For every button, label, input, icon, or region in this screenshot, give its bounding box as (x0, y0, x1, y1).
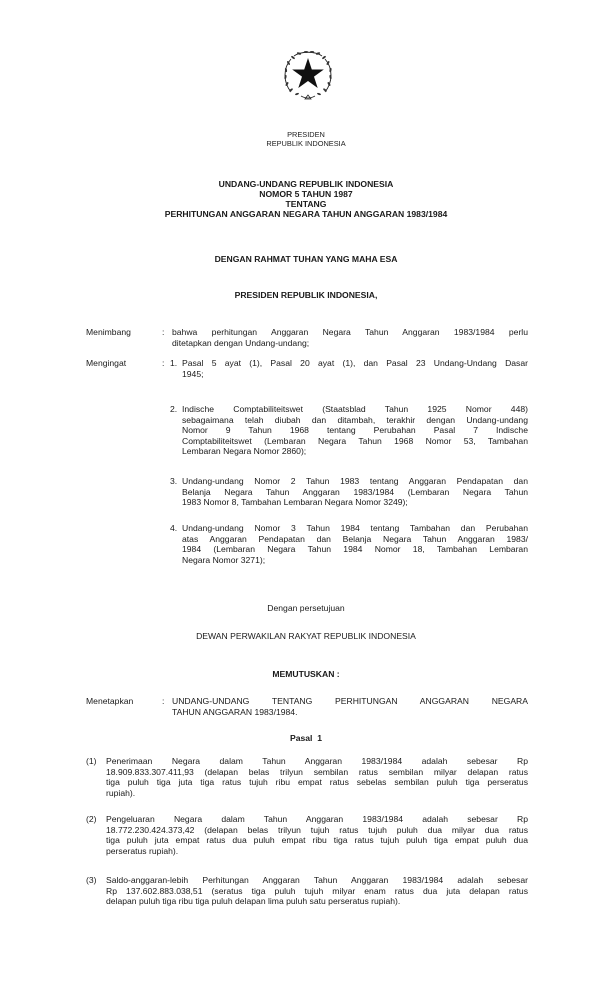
menimbang-label: Menimbang (86, 327, 131, 337)
law-subject: PERHITUNGAN ANGGARAN NEGARA TAHUN ANGGARAN 1983/1984 (164, 209, 448, 219)
blessing-line: DENGAN RAHMAT TUHAN YANG MAHA ESA (214, 254, 398, 264)
mengingat-label: Mengingat (86, 358, 127, 368)
menimbang-text: bahwa perhitungan Anggaran Negara Tahun Anggaran 1983/1984 perlu ditetapkan dengan Undang-undang; (172, 327, 528, 348)
garuda-star-wreath-emblem-icon (281, 48, 335, 104)
menetapkan-colon: : (162, 696, 165, 706)
approval-line: Dengan persetujuan (267, 603, 345, 613)
seal-caption-republik: REPUBLIK INDONESIA (266, 139, 346, 148)
president-line: PRESIDEN REPUBLIK INDONESIA, (234, 290, 378, 300)
document-page: PRESIDEN REPUBLIK INDONESIA UNDANG-UNDANG REPUBLIK INDONESIA NOMOR 5 TAHUN 1987 TENTANG PERHITUNGAN ANGGARAN NEGARA TAHUN ANGGARAN 1983/1984 DENGAN RAHMAT TUHAN YANG MAHA ESA PRESIDEN REPUBLIK INDONESIA, Menimbang : bahwa perhitungan Anggaran Negara Tahun Anggaran 1983/1984 perlu ditetapkan dengan Undang-undang; Mengingat : 1. Pasal 5 ayat (1), Pasal 20 ayat (1), dan Pasal 23 Undang-Undang Dasar 1945; 2. Indische Comptabiliteitswet (Staatsblad Tahun 1925 Nomor 448) sebagaimana telah diubah dan ditambah, terakhir dengan Undang-undang Nomor 9 Tahun 1968 tentang Perubahan Pasal 7 Indische Comptabiliteitswet (Lembaran Negara Tahun 1968 Nomor 53, Tambahan Lembaran Negara Nomor 2860); 3. Undang-undang Nomor 2 Tahun 1983 tentang Anggaran Pendapatan dan Belanja Negara Tahun Anggaran 1983/1984 (Lembaran Negara Tahun 1983 Nomor 8, Tambahan Lembaran Negara Nomor 3249); 4. Undang-undang Nomor 3 Tahun 1984 tentang Tambahan dan Perubahan atas Anggaran Pendapatan dan Belanja Negara Tahun Anggaran 1983/ 1984 (Lembaran Negara Tahun 1984 Nomor 18, Tambahan Lembaran Negara Nomor 3271); Dengan persetujuan DEWAN PERWAKILAN RAKYAT REPUBLIK INDONESIA MEMUTUSKAN : Menetapkan : UNDANG-UNDANG TENTANG PERHITUNGAN ANGGARAN NEGARA TAHUN ANGGARAN 1983/1984. Pasal 1 (1) Penerimaan Negara dalam Tahun Anggaran 1983/1984 adalah sebesar Rp 18.909.833.307.411,93 (delapan belas trilyun sembilan ratus sembilan milyar delapan ratus tiga puluh tiga juta tiga ratus tujuh ribu empat ratus sebelas sembilan puluh tiga perseratus rupiah). (2) Pengeluaran Negara dalam Tahun Anggaran 1983/1984 adalah sebesar Rp 18.772.230.424.373,42 (delapan belas trilyun tujuh ratus tujuh puluh dua milyar dua ratus tiga puluh juta empat ratus dua puluh empat ribu tiga ratus tujuh puluh tiga empat puluh dua perseratus rupiah). (3) Saldo-anggaran-lebih Perhitungan Anggaran Tahun Anggaran 1983/1984 adalah sebesar Rp 137.602.883.038,51 (seratus tiga puluh tujuh milyar enam ratus dua juta delapan ratus delapan puluh tiga ribu tiga puluh delapan lima puluh satu perseratus rupiah). (0, 0, 612, 1008)
law-number: NOMOR 5 TAHUN 1987 (259, 189, 353, 199)
mengingat-colon: : (162, 358, 165, 368)
menetapkan-text: UNDANG-UNDANG TENTANG PERHITUNGAN ANGGARAN NEGARA TAHUN ANGGARAN 1983/1984. (172, 696, 528, 717)
seal-caption-presiden: PRESIDEN (287, 130, 325, 139)
law-title: UNDANG-UNDANG REPUBLIK INDONESIA (218, 179, 394, 189)
law-tentang: TENTANG (285, 199, 327, 209)
pasal-1-heading: Pasal 1 (289, 733, 322, 743)
menetapkan-label: Menetapkan (86, 696, 134, 706)
menimbang-colon: : (162, 327, 165, 337)
memutuskan-heading: MEMUTUSKAN : (272, 669, 340, 679)
dpr-line: DEWAN PERWAKILAN RAKYAT REPUBLIK INDONESIA (196, 631, 416, 641)
